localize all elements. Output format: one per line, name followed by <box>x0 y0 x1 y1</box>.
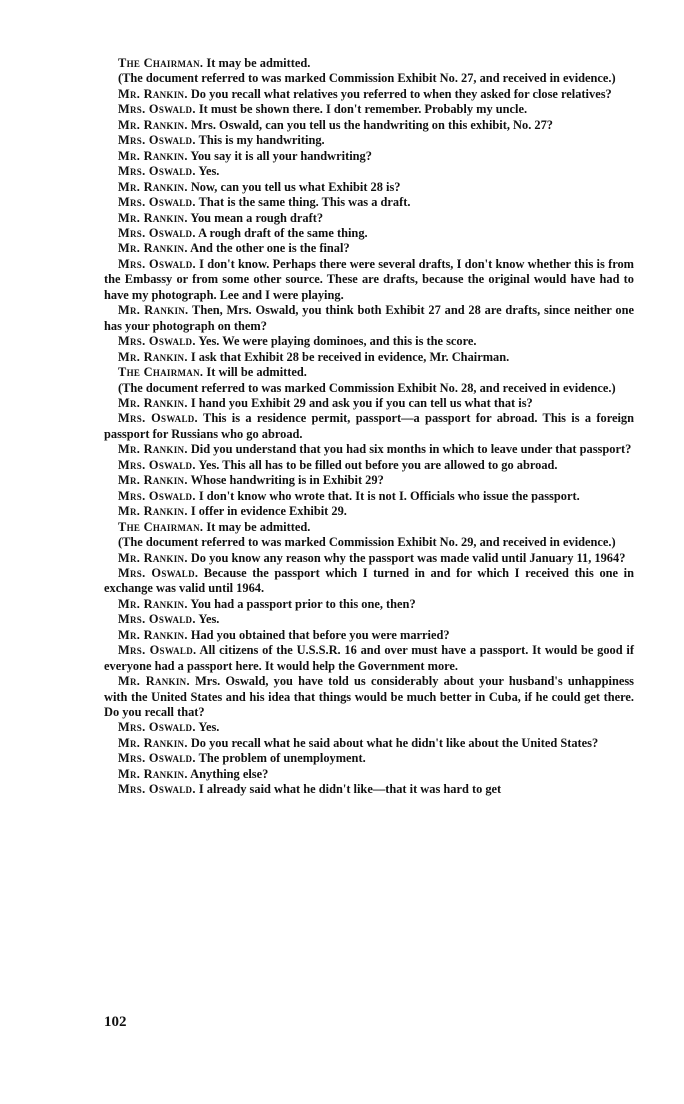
transcript-paragraph <box>104 628 634 643</box>
speaker-name: Mr. Rankin. <box>118 473 188 488</box>
transcript-paragraph <box>104 411 634 442</box>
transcript-paragraph <box>104 535 634 550</box>
speaker-name: Mrs. Oswald. <box>118 411 198 426</box>
transcript-paragraph <box>104 520 634 535</box>
speaker-name: Mrs. Oswald. <box>118 565 199 580</box>
paragraph-text: Did you understand that you had six months in which to leave under that passport? <box>187 442 632 457</box>
paragraph-text: The problem of unemployment. <box>195 751 366 766</box>
paragraph-text: (The document referred to was marked Commission Exhibit No. 27, and received in evidence.) <box>118 71 616 86</box>
speaker-name: Mrs. Oswald. <box>118 720 196 735</box>
speaker-name: Mr. Rankin. <box>118 395 188 410</box>
paragraph-text: That is the same thing. This was a draft. <box>195 195 411 210</box>
transcript-paragraph <box>104 612 634 627</box>
paragraph-text: I hand you Exhibit 29 and ask you if you can tell us what that is? <box>187 395 533 410</box>
paragraph-text: And the other one is the final? <box>187 241 350 256</box>
paragraph-text: It must be shown there. I don't remember. Probably my uncle. <box>195 102 528 117</box>
speaker-name: Mrs. Oswald. <box>118 133 196 148</box>
speaker-name: Mrs. Oswald. <box>118 643 197 658</box>
speaker-name: Mrs. Oswald. <box>118 102 196 117</box>
paragraph-text: I don't know. Perhaps there were several drafts, I don't know whether this is from the Embassy or from some other source. These are drafts, because the original would have had to have my photograph. Lee and I were playing. <box>104 256 634 302</box>
paragraph-text: Mrs. Oswald, can you tell us the handwriting on this exhibit, No. 27? <box>187 117 553 132</box>
speaker-name: Mr. Rankin. <box>118 303 189 318</box>
paragraph-text: Because the passport which I turned in and for which I received this one in exchange was valid until 1964. <box>104 565 635 596</box>
transcript-paragraph <box>104 211 634 226</box>
transcript-paragraph <box>104 102 634 117</box>
transcript-paragraph <box>104 334 634 349</box>
speaker-name: Mr. Rankin. <box>118 674 190 689</box>
transcript-paragraph <box>104 133 634 148</box>
speaker-name: Mr. Rankin. <box>118 241 188 256</box>
paragraph-text: (The document referred to was marked Commission Exhibit No. 29, and received in evidence.) <box>118 535 616 550</box>
speaker-name: Mr. Rankin. <box>118 179 188 194</box>
paragraph-text: This is my handwriting. <box>195 133 325 148</box>
transcript-paragraph <box>104 720 634 735</box>
paragraph-text: I offer in evidence Exhibit 29. <box>187 504 347 519</box>
paragraph-text: Do you recall what relatives you referred to when they asked for close relatives? <box>187 86 612 101</box>
transcript-paragraph <box>104 782 634 797</box>
paragraph-text: A rough draft of the same thing. <box>195 225 368 240</box>
speaker-name: Mr. Rankin. <box>118 442 188 457</box>
paragraph-text: Had you obtained that before you were married? <box>187 627 450 642</box>
paragraph-text: You had a passport prior to this one, then? <box>187 596 416 611</box>
transcript-paragraph <box>104 118 634 133</box>
speaker-name: The Chairman. <box>118 56 204 70</box>
transcript-paragraph <box>104 303 634 334</box>
speaker-name: Mrs. Oswald. <box>118 457 196 472</box>
speaker-name: Mr. Rankin. <box>118 550 188 565</box>
paragraph-text: You mean a rough draft? <box>187 210 324 225</box>
paragraph-text: Yes. This all has to be filled out before you are allowed to go abroad. <box>195 457 558 472</box>
paragraph-text: Yes. We were playing dominoes, and this is the score. <box>195 334 477 349</box>
paragraph-text: Yes. <box>195 612 220 627</box>
speaker-name: Mr. Rankin. <box>118 735 188 750</box>
paragraph-text: You say it is all your handwriting? <box>187 148 372 163</box>
transcript-paragraph <box>104 566 634 597</box>
transcript-paragraph <box>104 751 634 766</box>
speaker-name: Mr. Rankin. <box>118 627 188 642</box>
speaker-name: Mr. Rankin. <box>118 596 188 611</box>
speaker-name: The Chairman. <box>118 519 204 534</box>
paragraph-text: Now, can you tell us what Exhibit 28 is? <box>187 179 401 194</box>
transcript-paragraph <box>104 396 634 411</box>
transcript-paragraph <box>104 674 634 720</box>
transcript-paragraph <box>104 551 634 566</box>
paragraph-text: Whose handwriting is in Exhibit 29? <box>187 473 384 488</box>
paragraph-text: Do you know any reason why the passport was made valid until January 11, 1964? <box>187 550 626 565</box>
speaker-name: Mrs. Oswald. <box>118 164 196 179</box>
paragraph-text: This is a residence permit, passport—a passport for abroad. This is a foreign passport for Russians who go abroad. <box>104 411 634 441</box>
speaker-name: Mr. Rankin. <box>118 210 188 225</box>
transcript-paragraph <box>104 736 634 751</box>
transcript-paragraph <box>104 180 634 195</box>
paragraph-text: It will be admitted. <box>203 365 307 380</box>
paragraph-text: It may be admitted. <box>203 519 311 534</box>
paragraph-text: (The document referred to was marked Commission Exhibit No. 28, and received in evidence.) <box>118 380 616 395</box>
transcript-paragraph <box>104 71 634 86</box>
transcript-paragraph <box>104 226 634 241</box>
transcript-paragraph <box>104 442 634 457</box>
paragraph-text: Yes. <box>195 164 220 179</box>
transcript-paragraph <box>104 257 634 303</box>
transcript-paragraph <box>104 164 634 179</box>
transcript-body <box>104 56 634 798</box>
transcript-paragraph <box>104 241 634 256</box>
paragraph-text: I already said what he didn't like—that it was hard to get <box>195 782 502 797</box>
paragraph-text: It may be admitted. <box>203 56 311 70</box>
speaker-name: Mr. Rankin. <box>118 504 188 519</box>
speaker-name: Mrs. Oswald. <box>118 782 196 797</box>
paragraph-text: Do you recall what he said about what he didn't like about the United States? <box>187 735 599 750</box>
paragraph-text: Anything else? <box>187 766 269 781</box>
page-number: 102 <box>104 1014 127 1030</box>
speaker-name: Mrs. Oswald. <box>118 195 196 210</box>
paragraph-text: Then, Mrs. Oswald, you think both Exhibit 27 and 28 are drafts, since neither one has your photograph on them? <box>104 303 634 333</box>
speaker-name: Mr. Rankin. <box>118 117 188 132</box>
transcript-paragraph <box>104 195 634 210</box>
speaker-name: Mr. Rankin. <box>118 766 188 781</box>
paragraph-text: I don't know who wrote that. It is not I. Officials who issue the passport. <box>195 488 580 503</box>
transcript-paragraph <box>104 350 634 365</box>
speaker-name: Mrs. Oswald. <box>118 256 196 271</box>
speaker-name: Mr. Rankin. <box>118 148 188 163</box>
speaker-name: Mrs. Oswald. <box>118 751 196 766</box>
speaker-name: The Chairman. <box>118 365 204 380</box>
transcript-paragraph <box>104 458 634 473</box>
paragraph-text: All citizens of the U.S.S.R. 16 and over must have a passport. It would be good if everyone had a passport here. It would help the Government more. <box>104 643 634 673</box>
paragraph-text: Mrs. Oswald, you have told us considerably about your husband's unhappiness with the United States and his idea that things would be much better in Cuba, if he could get there. Do you recall that? <box>104 674 634 720</box>
speaker-name: Mrs. Oswald. <box>118 225 196 240</box>
speaker-name: Mr. Rankin. <box>118 86 188 101</box>
transcript-paragraph <box>104 473 634 488</box>
speaker-name: Mrs. Oswald. <box>118 612 196 627</box>
transcript-paragraph <box>104 87 634 102</box>
transcript-paragraph <box>104 767 634 782</box>
speaker-name: Mrs. Oswald. <box>118 334 196 349</box>
transcript-paragraph <box>104 643 634 674</box>
transcript-paragraph <box>104 489 634 504</box>
paragraph-text: Yes. <box>195 720 220 735</box>
transcript-paragraph <box>104 365 634 380</box>
speaker-name: Mr. Rankin. <box>118 349 188 364</box>
transcript-paragraph <box>104 381 634 396</box>
transcript-paragraph <box>104 504 634 519</box>
transcript-paragraph <box>104 597 634 612</box>
transcript-paragraph <box>104 149 634 164</box>
transcript-paragraph <box>104 56 634 71</box>
paragraph-text: I ask that Exhibit 28 be received in evidence, Mr. Chairman. <box>187 349 510 364</box>
speaker-name: Mrs. Oswald. <box>118 488 196 503</box>
